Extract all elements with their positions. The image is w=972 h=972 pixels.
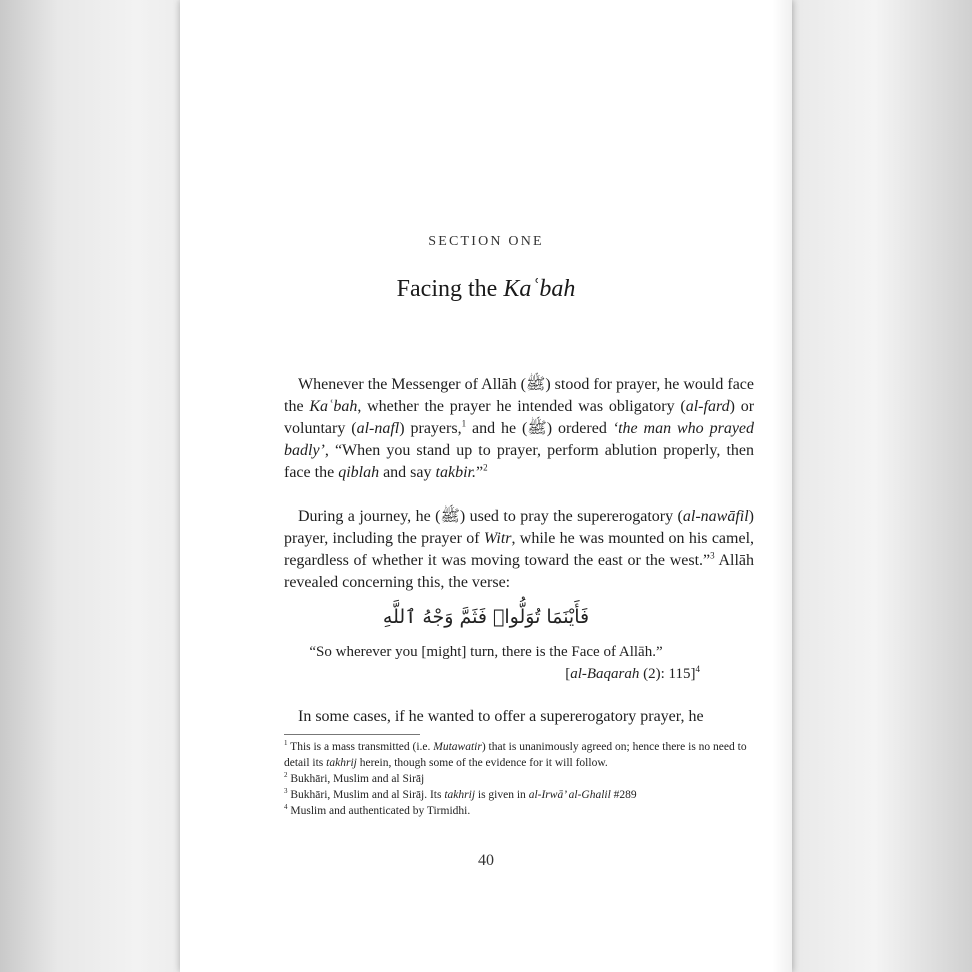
- p1-term-nafl: al-nafl: [356, 420, 400, 437]
- p1-term-takbir: takbir.: [435, 464, 476, 481]
- footnote-text: herein, though some of the evidence for it will follow.: [356, 757, 608, 769]
- section-label: SECTION ONE: [428, 234, 544, 249]
- footnote-number: 2: [284, 771, 288, 780]
- footnote-text: Bukhāri, Muslim and al Sirāj: [287, 773, 425, 785]
- footnote-number: 3: [284, 787, 288, 796]
- footnote-number: 1: [284, 739, 288, 748]
- page-edge-shadow: [772, 0, 792, 972]
- footnote-ref-3[interactable]: 3: [710, 550, 715, 561]
- verse-translation: “So wherever you [might] turn, there is the Face of Allāh.”: [309, 644, 663, 660]
- paragraph-3: [284, 706, 754, 728]
- footnote-text: ) that is unanimously agreed on; hence there is no need to detail its: [284, 741, 747, 769]
- footnote-1: [284, 739, 758, 771]
- chapter-title: [180, 276, 792, 303]
- p1-text: , “When you stand up to prayer, perform ablution properly, then face the: [284, 442, 754, 481]
- p2-text: ) prayer, including the prayer of: [284, 508, 754, 547]
- footnote-term: al-Irwā’ al-Ghalil: [528, 789, 611, 801]
- p1-text: ) or voluntary (: [284, 398, 755, 437]
- p1-text: and say: [379, 464, 436, 481]
- ref-surah: al-Baqarah: [570, 666, 640, 682]
- footnote-ref-2[interactable]: 2: [483, 462, 488, 473]
- p1-term-man-who-prayed-badly: ‘the man who prayed badly’: [284, 420, 755, 459]
- p2-term-witr: Witr: [483, 530, 512, 547]
- footnote-4: [284, 803, 758, 819]
- footnote-term: takhrij: [444, 789, 476, 801]
- footnote-number: 4: [284, 803, 288, 812]
- p1-text: ) prayers,: [399, 420, 462, 437]
- p2-text: During a journey, he (ﷺ) used to pray the supererogatory (: [298, 508, 683, 525]
- book-page: [180, 0, 792, 972]
- chapter-title-text: Facing the: [396, 276, 498, 302]
- footnote-text: Muslim and authenticated by Tirmidhi.: [287, 805, 471, 817]
- footnote-ref-1[interactable]: 1: [461, 418, 467, 429]
- footnote-2: [284, 771, 758, 787]
- p2-text: Allāh revealed concerning this, the verse:: [284, 552, 754, 591]
- page-number: 40: [478, 852, 494, 869]
- footnote-term: takhrij: [326, 757, 357, 769]
- footnotes: [284, 739, 758, 819]
- p1-term-fard: al-fard: [685, 398, 730, 415]
- p1-text: , whether the prayer he intended was obligatory (: [357, 398, 686, 415]
- footnote-divider: [284, 734, 420, 735]
- quran-verse-arabic: فَأَيْنَمَا تُوَلُّوا۟ فَثَمَّ وَجْهُ ٱللَّهِ: [382, 606, 590, 628]
- footnote-term: Mutawatir: [433, 741, 482, 753]
- chapter-title-italic: Kaʿbah: [503, 276, 576, 302]
- footnote-ref-4[interactable]: 4: [695, 664, 700, 674]
- footnote-text: is given in: [475, 789, 529, 801]
- ref-rest: (2): 115]: [639, 666, 696, 682]
- paragraph-1: [284, 374, 754, 484]
- ref-open: [: [565, 666, 571, 682]
- p1-text: Whenever the Messenger of Allāh (ﷺ) stood for prayer, he would face the: [284, 376, 754, 415]
- p1-term-kabah: Kaʿbah: [309, 398, 358, 415]
- p1-text: and he (ﷺ) ordered: [466, 420, 613, 437]
- footnote-text: This is a mass transmitted (i.e.: [287, 741, 434, 753]
- p1-text: ”: [475, 464, 484, 481]
- p2-term-nawafil: al-nawāfil: [682, 508, 749, 525]
- p3-text: In some cases, if he wanted to offer a supererogatory prayer, he: [298, 708, 704, 725]
- paragraph-2: [284, 506, 754, 594]
- verse-reference: [565, 666, 700, 683]
- footnote-text: Bukhāri, Muslim and al Sirāj. Its: [287, 789, 445, 801]
- footnote-text: #289: [610, 789, 637, 801]
- footnote-3: [284, 787, 758, 803]
- p1-term-qiblah: qiblah: [338, 464, 380, 481]
- p2-text: , while he was mounted on his camel, regardless of whether it was moving toward the east or the west.”: [284, 530, 755, 569]
